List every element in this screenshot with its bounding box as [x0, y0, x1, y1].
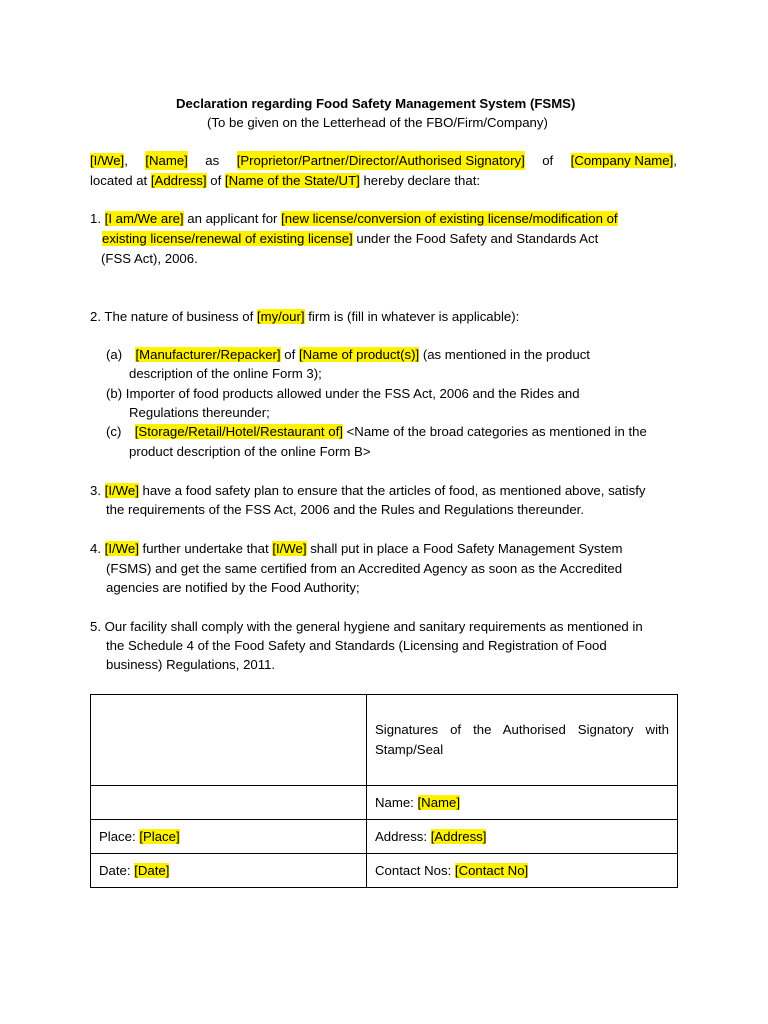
item-2b-line-1 — [106, 384, 580, 403]
item-2a-line-2: description of the online Form 3); — [129, 366, 322, 381]
placeholder-i-we-3: [I/We] — [104, 483, 139, 498]
item-2c-line-2: product description of the online Form B> — [129, 444, 371, 459]
item-4-text: further undertake that — [142, 541, 269, 556]
intro-of-2: of — [210, 173, 222, 188]
intro-as: as — [205, 153, 220, 168]
item-1-line-1 — [90, 209, 618, 228]
item-2a-of: of — [284, 347, 296, 362]
placeholder-name: [Name] — [145, 153, 188, 168]
item-2a-line-1 — [106, 345, 590, 364]
item-2a-text: (as mentioned in the product — [422, 347, 590, 362]
item-4-line-1 — [90, 539, 622, 558]
table-row — [91, 820, 678, 854]
signature-label-line-2: Stamp/Seal — [375, 742, 444, 757]
intro-comma: , — [124, 153, 128, 168]
placeholder-i-we-4b: [I/We] — [272, 541, 307, 556]
item-2b-text: Importer of food products allowed under the FSS Act, 2006 and the Rides and — [125, 386, 580, 401]
name-label: Name: — [375, 794, 414, 810]
placeholder-sig-address: [Address] — [430, 828, 487, 844]
item-5-line-3: business) Regulations, 2011. — [106, 657, 276, 672]
signature-label-line-1: Signatures of the Authorised Signatory with — [375, 722, 669, 737]
placeholder-my-our: [my/our] — [256, 309, 305, 324]
item-4-text-2: shall put in place a Food Safety Management System — [310, 541, 623, 556]
item-2b-label: (b) — [106, 386, 123, 401]
item-2a-label: (a) — [106, 347, 123, 362]
item-1-line-3: (FSS Act), 2006. — [101, 251, 198, 266]
place-label: Place: — [99, 828, 136, 844]
table-row — [91, 695, 678, 786]
blank-cell — [91, 695, 367, 786]
placeholder-i-am-we-are: [I am/We are] — [104, 211, 184, 226]
placeholder-contact: [Contact No] — [454, 862, 529, 878]
placeholder-license-type-a: [new license/conversion of existing license/modification of — [281, 211, 618, 226]
item-2-text: 2. The nature of business of — [90, 309, 254, 324]
intro-located-at: located at — [90, 173, 148, 188]
placeholder-designation: [Proprietor/Partner/Director/Authorised Signatory] — [236, 153, 525, 168]
item-4-line-3: agencies are notified by the Food Authority; — [106, 580, 360, 595]
contact-cell — [367, 854, 678, 888]
item-2c-label: (c) — [106, 424, 122, 439]
item-2c-text: <Name of the broad categories as mentioned in the — [346, 424, 647, 439]
placeholder-i-we-4a: [I/We] — [104, 541, 139, 556]
contact-label: Contact Nos: — [375, 862, 452, 878]
placeholder-place: [Place] — [139, 828, 180, 844]
placeholder-company-name: [Company Name] — [570, 153, 674, 168]
placeholder-date: [Date] — [134, 862, 170, 878]
item-2-line-1 — [90, 307, 519, 326]
item-4-line-2: (FSMS) and get the same certified from an Accredited Agency as soon as the Accredited — [106, 561, 623, 576]
address-label: Address: — [375, 828, 428, 844]
placeholder-license-type-b: existing license/renewal of existing license] — [102, 231, 353, 246]
item-1-text-2: under the Food Safety and Standards Act — [356, 231, 599, 246]
item-5-line-1: 5. Our facility shall comply with the general hygiene and sanitary requirements as mentioned in — [90, 619, 643, 634]
signature-table — [90, 694, 678, 888]
placeholder-sig-name: [Name] — [417, 794, 461, 810]
placeholder-address: [Address] — [150, 173, 207, 188]
placeholder-manufacturer: [Manufacturer/Repacker] — [135, 347, 281, 362]
item-1-line-2 — [102, 229, 598, 248]
name-cell — [367, 786, 678, 820]
table-row — [91, 854, 678, 888]
item-5-line-2: the Schedule 4 of the Food Safety and Standards (Licensing and Registration of Food — [106, 638, 607, 653]
item-3-line-1 — [90, 481, 645, 500]
item-2b-line-2: Regulations thereunder; — [129, 405, 270, 420]
address-cell — [367, 820, 678, 854]
place-cell — [91, 820, 367, 854]
intro-of: of — [542, 153, 554, 168]
intro-line-2 — [90, 171, 480, 190]
intro-group-1 — [90, 151, 128, 170]
table-row — [91, 786, 678, 820]
placeholder-state: [Name of the State/UT] — [224, 173, 360, 188]
item-3-line-2: the requirements of the FSS Act, 2006 and the Rules and Regulations thereunder. — [106, 502, 584, 517]
signature-cell — [367, 695, 678, 786]
placeholder-storage-retail: [Storage/Retail/Hotel/Restaurant of] — [134, 424, 343, 439]
document-title: Declaration regarding Food Safety Management System (FSMS) — [176, 96, 576, 111]
item-3-number: 3. — [90, 483, 101, 498]
item-2-text-2: firm is (fill in whatever is applicable): — [308, 309, 520, 324]
placeholder-i-we: [I/We] — [90, 153, 125, 168]
placeholder-product-name: [Name of product(s)] — [298, 347, 420, 362]
document-subtitle: (To be given on the Letterhead of the FBO/Firm/Company) — [207, 115, 548, 130]
intro-declare: hereby declare that: — [363, 173, 481, 188]
intro-line-1 — [90, 151, 677, 170]
item-4-number: 4. — [90, 541, 101, 556]
item-2c-line-1 — [106, 422, 647, 441]
item-1-text: an applicant for — [187, 211, 278, 226]
date-cell — [91, 854, 367, 888]
blank-cell — [91, 786, 367, 820]
item-3-text: have a food safety plan to ensure that the articles of food, as mentioned above, satisfy — [142, 483, 646, 498]
date-label: Date: — [99, 862, 131, 878]
intro-comma-2: , — [673, 153, 677, 168]
intro-group-2 — [571, 151, 677, 170]
item-1-number: 1. — [90, 211, 101, 226]
